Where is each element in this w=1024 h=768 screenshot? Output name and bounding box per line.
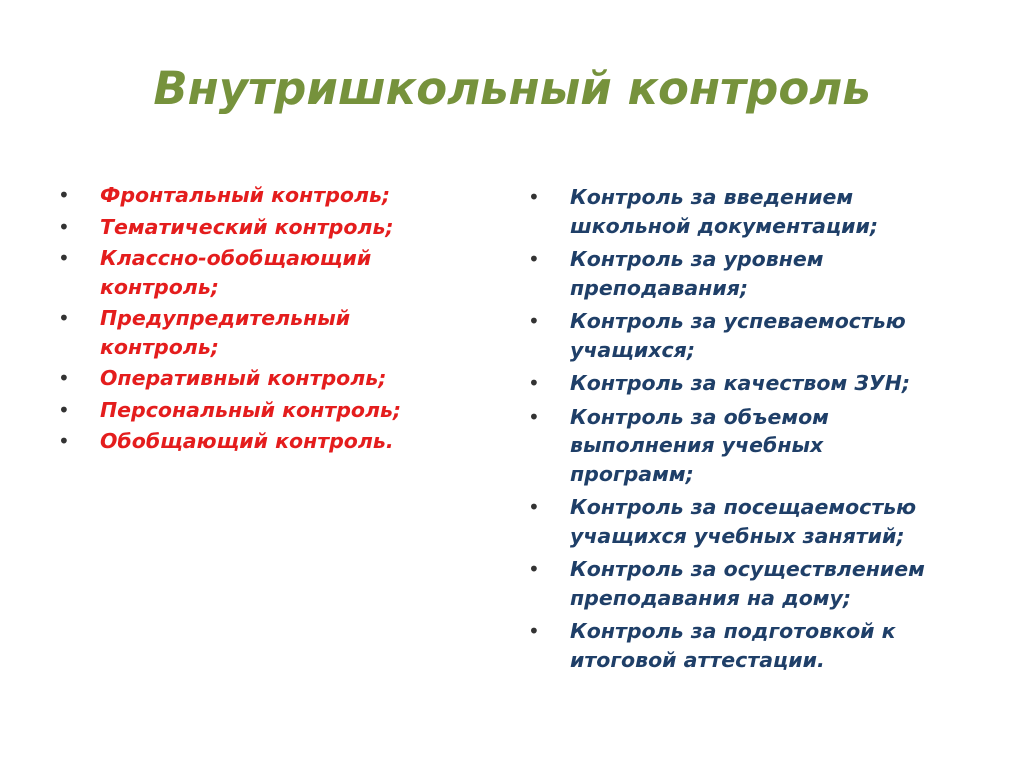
left-bullet-list [58,181,448,459]
list-item [528,617,998,674]
list-item-text-cont: программ; [570,461,694,486]
bullet-icon: • [58,397,70,422]
right-bullet-list [528,183,998,679]
list-item-text: Контроль за объемом [570,404,829,429]
bullet-icon: • [528,371,540,395]
list-item-text-cont: контроль; [100,274,219,299]
list-item-text: Тематический контроль; [100,214,394,239]
list-item [528,245,998,302]
list-item-text: Контроль за посещаемостью [570,495,917,519]
list-item [58,244,448,301]
list-item-text: Оперативный контроль; [100,366,387,390]
list-item-text: Контроль за качеством ЗУН; [570,371,911,395]
bullet-icon: • [58,366,70,390]
list-item-text: Контроль за уровнем [570,247,824,271]
list-item-text: Обобщающий контроль. [100,429,394,453]
list-item-text-cont: контроль; [100,334,219,359]
list-item-text: Контроль за успеваемостью [570,309,906,333]
list-item [528,369,998,398]
list-item-text-cont: выполнения учебных [570,433,824,457]
list-item [58,364,448,393]
bullet-icon: • [528,185,540,209]
list-item-text-cont: преподавания; [570,275,749,300]
list-item-text: Контроль за подготовкой к [570,619,896,643]
list-item-text-cont: итоговой аттестации. [570,647,825,672]
list-item-text: Персональный контроль; [100,397,402,422]
bullet-icon: • [528,557,540,581]
list-item [528,183,998,240]
bullet-icon: • [528,309,540,333]
bullet-icon: • [528,495,540,519]
slide-title: Внутришкольный контроль [153,62,871,115]
list-item-text: Классно-обобщающий [100,246,372,270]
list-item [58,427,448,456]
bullet-icon: • [58,183,70,207]
list-item [528,555,998,612]
list-item [528,403,998,489]
bullet-icon: • [58,306,70,330]
list-item-text: Контроль за введением [570,185,854,209]
list-item [528,493,998,550]
list-item-text: Предупредительный [100,306,351,330]
list-item-text-cont: преподавания на дому; [570,585,852,610]
list-item [58,213,448,242]
list-item-text-cont: учащихся учебных занятий; [570,523,905,548]
bullet-icon: • [528,247,540,271]
bullet-icon: • [58,214,70,239]
bullet-icon: • [528,404,540,429]
list-item [58,181,448,210]
list-item-text-cont: учащихся; [570,337,696,362]
bullet-icon: • [528,619,540,643]
list-item-text: Контроль за осуществлением [570,557,925,581]
list-item-text-cont: школьной документации; [570,213,879,238]
list-item-text: Фронтальный контроль; [100,183,391,207]
bullet-icon: • [58,429,70,453]
list-item [58,396,448,425]
list-item [58,304,448,361]
list-item [528,307,998,364]
bullet-icon: • [58,246,70,270]
